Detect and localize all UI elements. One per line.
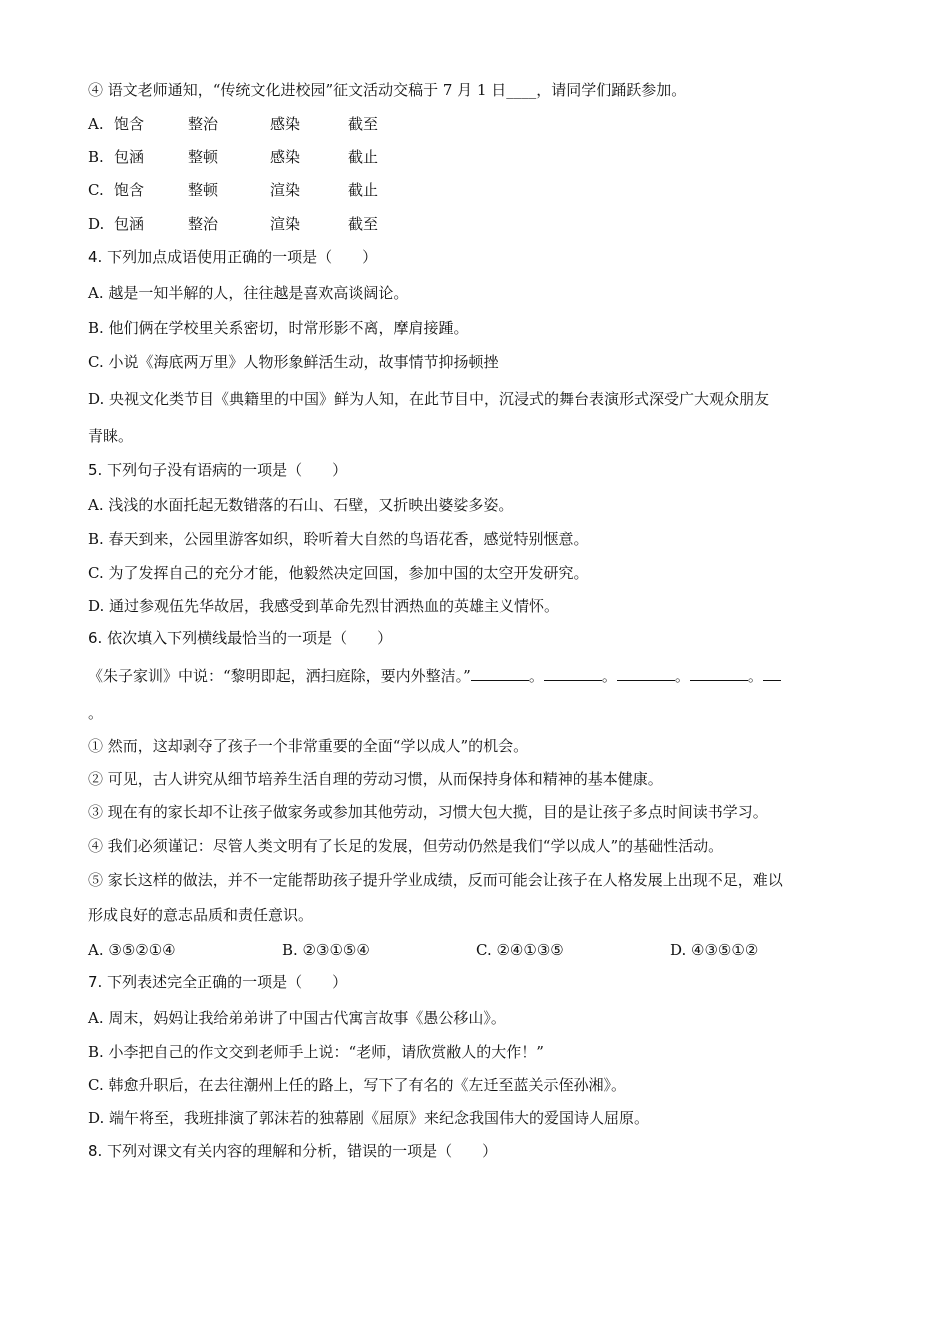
answer-blank: [617, 666, 675, 681]
question-number: 4.: [88, 248, 103, 266]
q6-item-2: ② 可见，古人讲究从细节培养生活自理的劳动习惯，从而保持身体和精神的基本健康。: [88, 770, 663, 788]
question-text: 下列加点成语使用正确的一项是（ ）: [107, 248, 378, 266]
question-number: 6.: [88, 629, 103, 647]
answer-blank: [544, 666, 602, 681]
q5-option-d: D. 通过参观伍先华故居，我感受到革命先烈甘洒热血的英雄主义情怀。: [88, 597, 560, 615]
q7-option-c: C. 韩愈升职后，在去往潮州上任的路上，写下了有名的《左迁至蓝关示侄孙湘》。: [88, 1076, 626, 1094]
q4-stem: [88, 247, 377, 267]
question-number: 8.: [88, 1142, 103, 1160]
question-text: 下列对课文有关内容的理解和分析，错误的一项是（ ）: [107, 1142, 498, 1160]
question-number: 5.: [88, 461, 103, 479]
q6-stem: [88, 628, 392, 648]
q5-option-b: B. 春天到来，公园里游客如织，聆听着大自然的鸟语花香，感觉特别惬意。: [88, 530, 589, 548]
q6-item-5: ⑤ 家长这样的做法，并不一定能帮助孩子提升学业成绩，反而可能会让孩子在人格发展上出现不足，难以: [88, 871, 783, 889]
answer-blank: [471, 666, 529, 681]
q6-option-b: B. ②③①⑤④: [282, 941, 370, 959]
q5-stem: [88, 460, 347, 480]
q6-option-a: A. ③⑤②①④: [88, 941, 176, 959]
q6-item-3: ③ 现在有的家长却不让孩子做家务或参加其他劳动，习惯大包大揽，目的是让孩子多点时间读书学习。: [88, 803, 768, 821]
q6-option-d: D. ④③⑤①②: [670, 941, 759, 959]
q6-item-5-cont: 形成良好的意志品质和责任意识。: [88, 906, 314, 924]
q5-option-c: C. 为了发挥自己的充分才能，他毅然决定回国，参加中国的太空开发研究。: [88, 564, 589, 582]
document-page: ④ 语文老师通知，“传统文化进校园”征文活动交稿于 7 月 1 日____，请同学们踊跃参加。 A. 饱含 整治 感染 截至 B. 包涵 整顿 感染 截止 C. 饱含 整顿 渲染 截止 D. 包涵 整治 渲染 截至 4. 下列加点成语使用正确的一项是（ ） A. 越是一知半解的人，往往越是喜欢高谈阔论。 B. 他们俩在学校里关系密切，时常形影不离，摩肩接踵。 C. 小说《海底两万里》人物形象鲜活生动，故事情节抑扬顿挫 D. 央视文化类节目《典籍里的中国》鲜为人知，在此节目中，沉浸式的舞台表演形式深受广大观众朋友 青睐。 5. 下列句子没有语病的一项是（ ） A. 浅浅的水面托起无数错落的石山、石壁，又折映出婆娑多姿。 B. 春天到来，公园里游客如织，聆听着大自然的鸟语花香，感觉特别惬意。 C. 为了发挥自己的充分才能，他毅然决定回国，参加中国的太空开发研究。 D. 通过参观伍先华故居，我感受到革命先烈甘洒热血的英雄主义情怀。 6. 依次填入下列横线最恰当的一项是（ ） 《朱子家训》中说：“黎明即起，洒扫庭除，要内外整洁。” 。 。 。 。 。 ① 然而，这却剥夺了孩子一个非常重要的全面“学以成人”的机会。 ② 可见，古人讲究从细节培养生活自理的劳动习惯，从而保持身体和精神的基本健康。 ③ 现在有的家长却不让孩子做家务或参加其他劳动，习惯大包大揽，目的是让孩子多点时间读书学习。 ④ 我们必须谨记：尽管人类文明有了长足的发展，但劳动仍然是我们“学以成人”的基础性活动。 ⑤ 家长这样的做法，并不一定能帮助孩子提升学业成绩，反而可能会让孩子在人格发展上出现不足，难以 形成良好的意志品质和责任意识。 A. ③⑤②①④ B. ②③①⑤④ C. ②④①③⑤ D. ④③⑤①② 7. 下列表述完全正确的一项是（ ） A. 周末，妈妈让我给弟弟讲了中国古代寓言故事《愚公移山》。 B. 小李把自己的作文交到老师手上说：“老师，请欣赏敝人的大作！” C. 韩愈升职后，在去往潮州上任的路上，写下了有名的《左迁至蓝关示侄孙湘》。 D. 端午将至，我班排演了郭沫若的独幕剧《屈原》来纪念我国伟大的爱国诗人屈原。 8. 下列对课文有关内容的理解和分析，错误的一项是（ ）: [88, 81, 783, 1160]
q7-option-a: A. 周末，妈妈让我给弟弟讲了中国古代寓言故事《愚公移山》。: [88, 1009, 506, 1027]
q6-intro-tail: 。: [88, 704, 104, 722]
q7-stem: [88, 972, 347, 992]
q7-option-d: D. 端午将至，我班排演了郭沫若的独幕剧《屈原》来纪念我国伟大的爱国诗人屈原。: [88, 1109, 650, 1127]
answer-blank: [763, 666, 781, 681]
q4-option-c: C. 小说《海底两万里》人物形象鲜活生动，故事情节抑扬顿挫: [88, 353, 499, 371]
answer-blank: [690, 666, 748, 681]
q4-option-a: A. 越是一知半解的人，往往越是喜欢高谈阔论。: [88, 284, 409, 302]
q7-option-b: B. 小李把自己的作文交到老师手上说：“老师，请欣赏敝人的大作！”: [88, 1043, 544, 1061]
question-number: 7.: [88, 973, 103, 991]
q6-intro-text: 《朱子家训》中说：“黎明即起，洒扫庭除，要内外整洁。”: [88, 667, 471, 685]
q4-option-d-cont: 青睐。: [88, 427, 134, 445]
q6-intro: 《朱子家训》中说：“黎明即起，洒扫庭除，要内外整洁。” 。 。 。 。: [88, 666, 781, 686]
q3-item-4: ④ 语文老师通知，“传统文化进校园”征文活动交稿于 7 月 1 日____，请同学们踊跃参加。: [88, 81, 687, 99]
question-text: 依次填入下列横线最恰当的一项是（ ）: [107, 629, 393, 647]
q5-option-a: A. 浅浅的水面托起无数错落的石山、石壁，又折映出婆娑多姿。: [88, 496, 514, 514]
question-text: 下列句子没有语病的一项是（ ）: [107, 461, 348, 479]
q6-item-1: ① 然而，这却剥夺了孩子一个非常重要的全面“学以成人”的机会。: [88, 737, 529, 755]
question-text: 下列表述完全正确的一项是（ ）: [107, 973, 348, 991]
q8-stem: [88, 1141, 497, 1161]
q4-option-b: B. 他们俩在学校里关系密切，时常形影不离，摩肩接踵。: [88, 319, 469, 337]
q6-option-c: C. ②④①③⑤: [476, 941, 564, 959]
q4-option-d: D. 央视文化类节目《典籍里的中国》鲜为人知，在此节目中，沉浸式的舞台表演形式深受广大观众朋友: [88, 390, 770, 408]
q6-item-4: ④ 我们必须谨记：尽管人类文明有了长足的发展，但劳动仍然是我们“学以成人”的基础性活动。: [88, 837, 724, 855]
